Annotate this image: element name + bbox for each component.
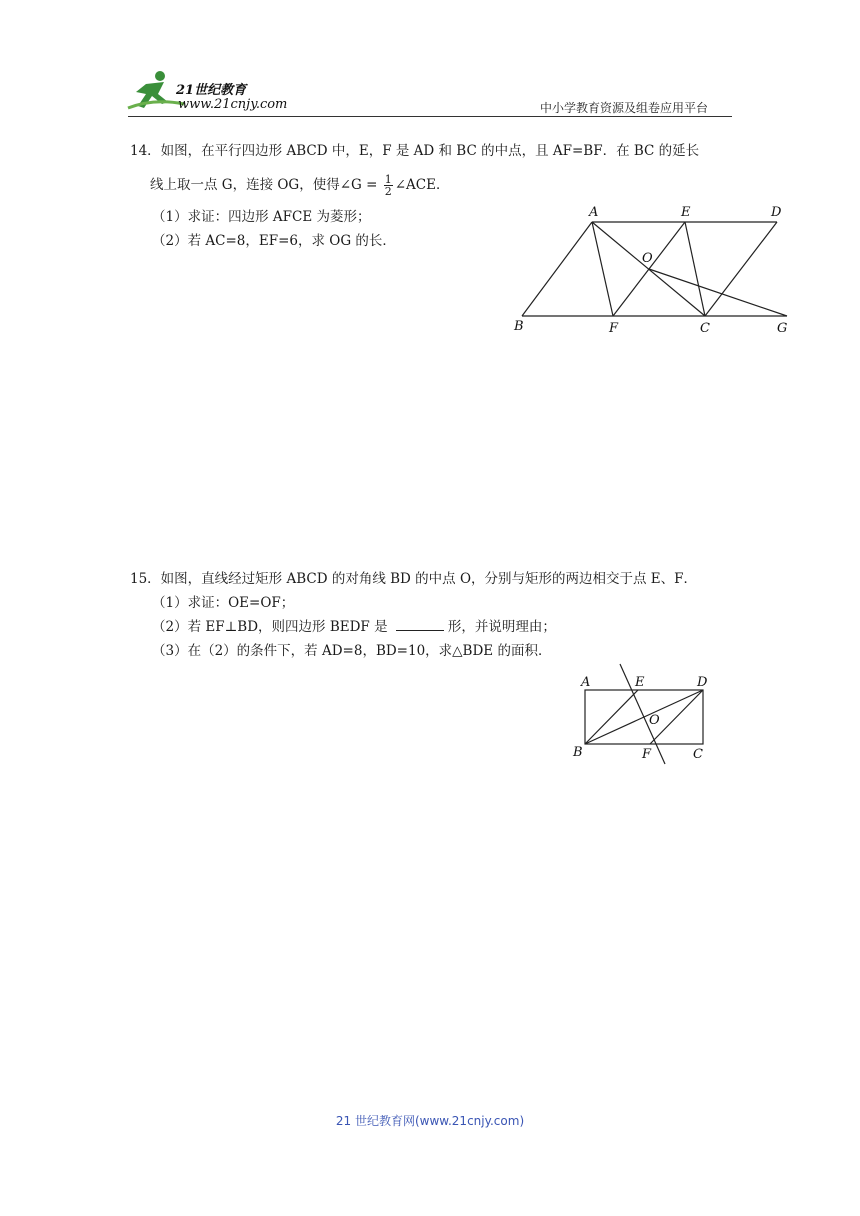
q14-label-d: D: [771, 205, 782, 220]
q15-part2-post: 形，并说明理由；: [447, 619, 556, 635]
q15-label-e: E: [635, 675, 645, 690]
q15-label-b: B: [573, 745, 583, 760]
q14-label-c: C: [700, 321, 710, 336]
header-platform-text: 中小学教育资源及组卷应用平台: [540, 101, 709, 115]
q15-part2: [152, 618, 556, 636]
q15-part3: （3）在（2）的条件下，若 AD=8，BD=10，求△BDE 的面积．: [152, 643, 552, 659]
fraction-half: [384, 174, 393, 197]
q14-label-a: A: [589, 205, 599, 220]
q15-label-o: O: [649, 713, 660, 728]
q14-stem-line2: [150, 174, 449, 197]
q15-label-d: D: [697, 675, 708, 690]
q14-label-g: G: [777, 321, 788, 336]
q14-label-o: O: [642, 251, 653, 266]
q15-part1: （1）求证：OE=OF；: [152, 595, 295, 611]
q14-stem-line1: 14．如图，在平行四边形 ABCD 中，E，F 是 AD 和 BC 的中点，且 AF=BF．在 BC 的延长: [130, 143, 700, 159]
q14-part2: （2）若 AC=8，EF=6，求 OG 的长．: [152, 233, 396, 249]
q15-label-c: C: [693, 747, 703, 762]
q15-part2-pre: （2）若 EF⊥BD，则四边形 BEDF 是: [152, 619, 392, 635]
q14-stem-line2-pre: 线上取一点 G，连接 OG，使得∠G =: [150, 177, 382, 193]
header-divider: [128, 116, 732, 117]
q15-label-a: A: [581, 675, 591, 690]
fraction-denominator: 2: [384, 185, 392, 198]
footer-link[interactable]: 21 世纪教育网(www.21cnjy.com): [335, 1114, 525, 1128]
logo-url: www.21cnjy.com: [178, 97, 288, 112]
q14-label-e: E: [681, 205, 691, 220]
q14-label-b: B: [514, 319, 524, 334]
q14-figure: [505, 200, 795, 340]
answer-blank[interactable]: [396, 618, 444, 631]
site-logo: [124, 68, 294, 114]
fraction-numerator: 1: [384, 173, 392, 186]
q14-part1: （1）求证：四边形 AFCE 为菱形；: [152, 209, 371, 225]
q14-label-f: F: [609, 321, 619, 336]
logo-text: 21世纪教育: [176, 83, 247, 98]
q15-label-f: F: [642, 747, 652, 762]
q15-stem: 15．如图，直线经过矩形 ABCD 的对角线 BD 的中点 O，分别与矩形的两边相交于点 E、F．: [130, 571, 698, 587]
q15-figure: [565, 660, 725, 770]
q14-stem-line2-post: ∠ACE．: [394, 177, 450, 193]
